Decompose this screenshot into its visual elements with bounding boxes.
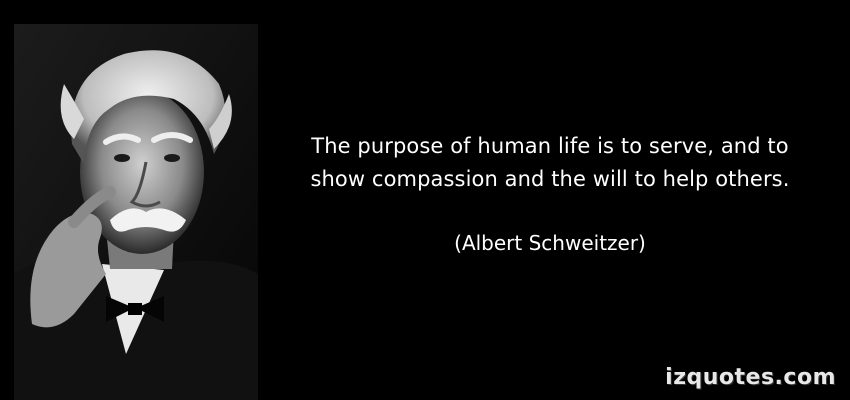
site-watermark: izquotes.com [665,365,836,390]
quote-text [268,130,832,196]
quote-line-2: show compassion and the will to help others. [310,167,790,191]
quote-author: (Albert Schweitzer) [454,231,646,255]
quote-line-1: The purpose of human life is to serve, and to [311,134,789,158]
author-portrait [14,24,258,400]
